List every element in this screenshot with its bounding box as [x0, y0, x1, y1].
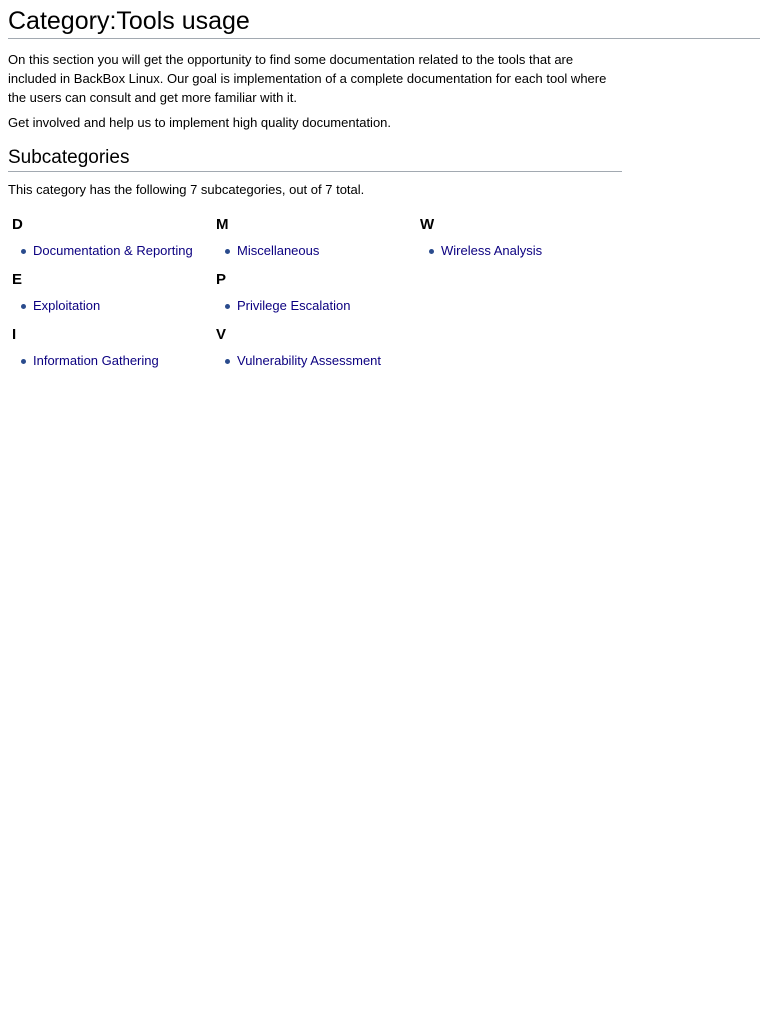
list-item	[416, 242, 620, 260]
subcategory-link-exploitation[interactable]: Exploitation	[33, 298, 101, 313]
letter-group	[8, 325, 212, 370]
list-item	[212, 297, 416, 315]
subcategory-list	[8, 242, 212, 260]
content-area	[8, 0, 760, 380]
subcategory-link-miscellaneous[interactable]: Miscellaneous	[237, 243, 320, 258]
list-item	[8, 297, 212, 315]
list-item	[8, 352, 212, 370]
list-item	[8, 242, 212, 260]
subcategory-list	[212, 297, 416, 315]
letter-group	[8, 215, 212, 260]
letter-group	[416, 215, 620, 260]
subcategories-summary: This category has the following 7 subcategories, out of 7 total.	[8, 182, 365, 197]
subcategory-column	[212, 215, 416, 380]
subcategories-heading: Subcategories	[8, 146, 622, 172]
bullet-icon	[225, 359, 230, 364]
bullet-icon	[225, 304, 230, 309]
subcategory-link-wireless-analysis[interactable]: Wireless Analysis	[441, 243, 543, 258]
bullet-icon	[225, 249, 230, 254]
letter-group	[212, 325, 416, 370]
bullet-icon	[21, 249, 26, 254]
subcategory-list	[8, 352, 212, 370]
list-item	[212, 352, 416, 370]
letter-group	[8, 270, 212, 315]
intro-paragraph: Get involved and help us to implement high quality documentation.	[8, 115, 392, 130]
letter-group	[212, 215, 416, 260]
subcategory-columns	[8, 215, 620, 380]
group-letter: P	[216, 271, 227, 288]
group-letter: M	[216, 216, 229, 233]
group-letter: D	[12, 216, 23, 233]
subcategory-list	[212, 242, 416, 260]
group-letter: E	[12, 271, 23, 288]
bullet-icon	[429, 249, 434, 254]
subcategory-link-information-gathering[interactable]: Information Gathering	[33, 353, 159, 368]
group-letter: I	[12, 326, 17, 343]
subcategory-column	[8, 215, 212, 380]
subcategory-column	[416, 215, 620, 380]
group-letter: W	[420, 216, 435, 233]
page-title: Category:Tools usage	[8, 0, 760, 39]
bullet-icon	[21, 359, 26, 364]
subcategory-link-vulnerability-assessment[interactable]: Vulnerability Assessment	[237, 353, 382, 368]
list-item	[212, 242, 416, 260]
intro-paragraph: On this section you will get the opportunity to find some documentation related to the tools that are included in BackBox Linux. Our goal is implementation of a complete documentation for each tool where the users can consult and get more familiar with it.	[8, 52, 607, 105]
group-letter: V	[216, 326, 227, 343]
subcategory-list	[8, 297, 212, 315]
letter-group	[212, 270, 416, 315]
bullet-icon	[21, 304, 26, 309]
subcategory-list	[416, 242, 620, 260]
subcategory-link-privilege-escalation[interactable]: Privilege Escalation	[237, 298, 351, 313]
subcategory-link-documentation-reporting[interactable]: Documentation & Reporting	[33, 243, 193, 258]
subcategory-list	[212, 352, 416, 370]
